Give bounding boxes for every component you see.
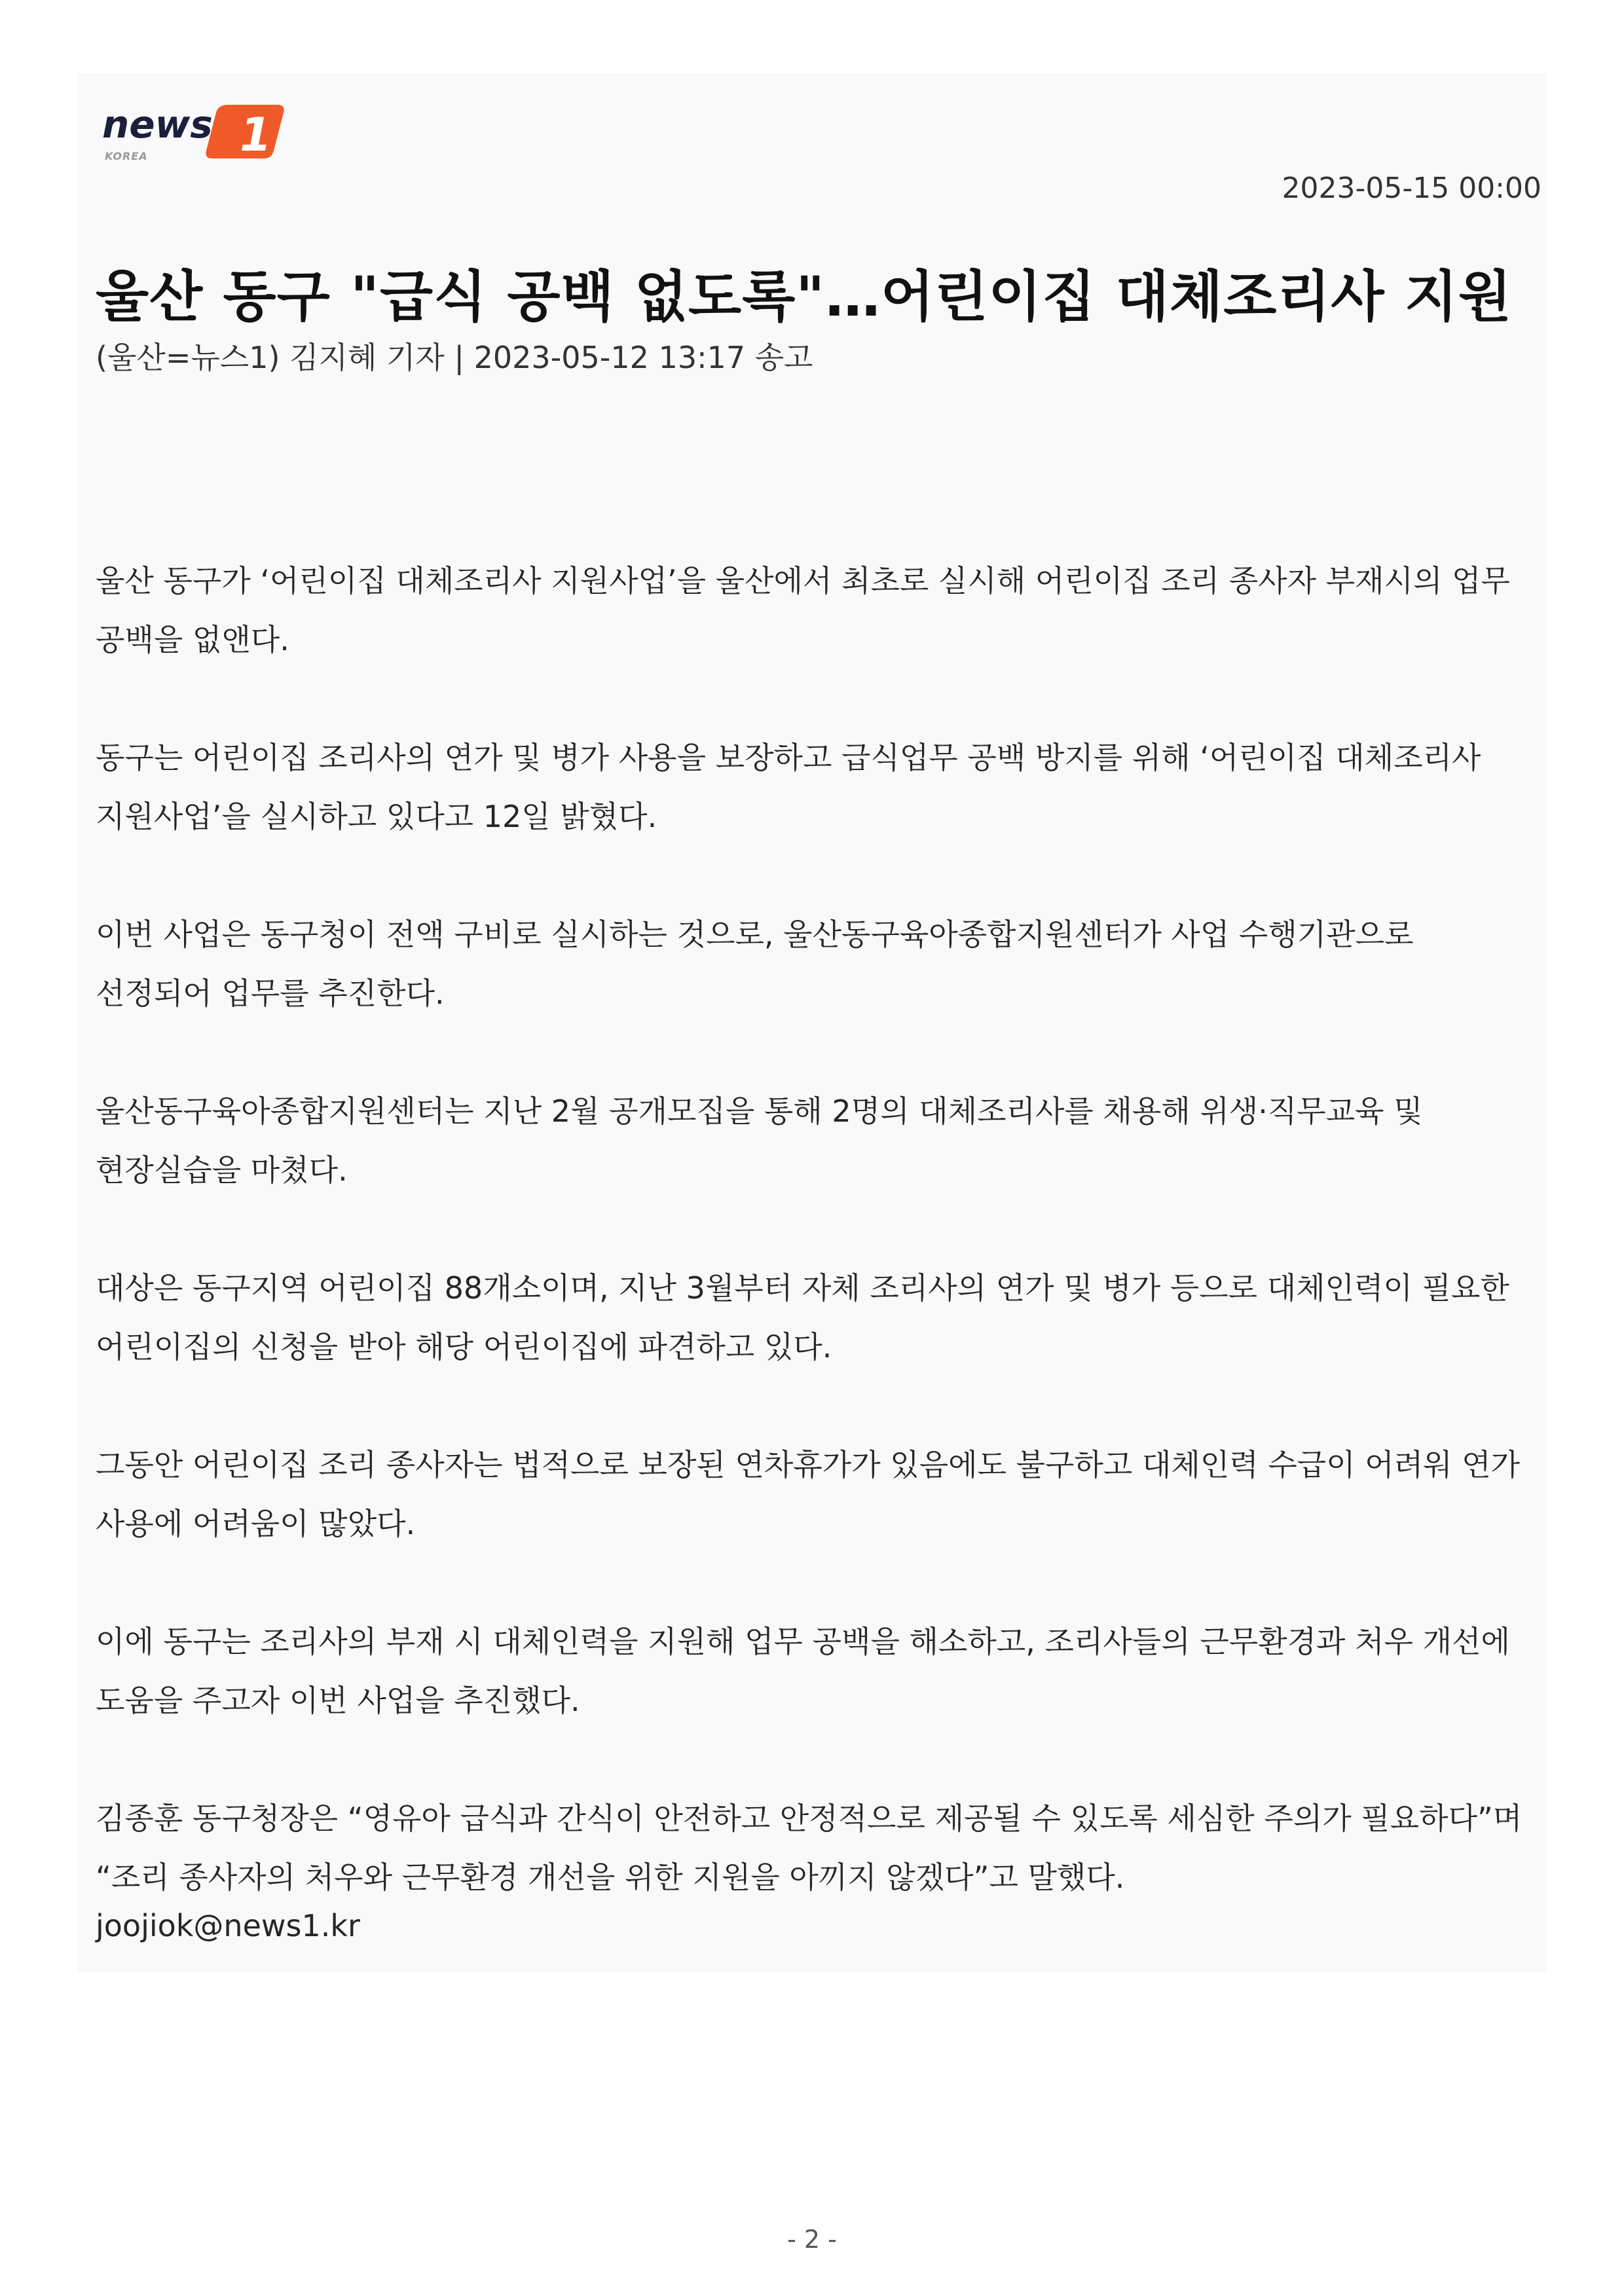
article-paragraph: 김종훈 동구청장은 “영유아 급식과 간식이 안전하고 안정적으로 제공될 수 있도록 세심한 주의가 필요하다”며 “조리 종사자의 처우와 근무환경 개선을 위한 지원을 아끼지 않겠다”고 말했다. [96,1801,1522,1895]
article-body [96,551,1536,1966]
logo-sub: KOREA [105,150,148,162]
article-byline: (울산=뉴스1) 김지혜 기자 | 2023-05-12 13:17 송고 [96,340,813,375]
document-timestamp: 2023-05-15 00:00 [1282,172,1541,205]
article-headline: 울산 동구 "급식 공백 없도록"…어린이집 대체조리사 지원 [96,265,1513,329]
news1-logo-graphic [100,97,289,165]
article-paragraph: 이번 사업은 동구청이 전액 구비로 실시하는 것으로, 울산동구육아종합지원센터가 사업 수행기관으로 선정되어 업무를 추진한다. [96,917,1414,1011]
article-paragraph: 그동안 어린이집 조리 종사자는 법적으로 보장된 연차휴가가 있음에도 불구하고 대체인력 수급이 어려워 연가 사용에 어려움이 많았다. [96,1447,1521,1541]
page-number: - 2 - [787,2225,837,2254]
logo-word: news [102,102,213,147]
article-paragraph: 동구는 어린이집 조리사의 연가 및 병가 사용을 보장하고 급식업무 공백 방지를 위해 ‘어린이집 대체조리사 지원사업’을 실시하고 있다고 12일 밝혔다. [96,740,1481,834]
logo-number: 1 [240,108,272,162]
reporter-email: joojiok@news1.kr [96,1908,360,1943]
article-paragraph: 이에 동구는 조리사의 부재 시 대체인력을 지원해 업무 공백을 해소하고, 조리사들의 근무환경과 처우 개선에 도움을 주고자 이번 사업을 추진했다. [96,1624,1510,1718]
news1-logo [100,97,289,165]
article-paragraph: 대상은 동구지역 어린이집 88개소이며, 지난 3월부터 자체 조리사의 연가 및 병가 등으로 대체인력이 필요한 어린이집의 신청을 받아 해당 어린이집에 파견하고 있다. [96,1270,1509,1365]
article-paragraph: 울산동구육아종합지원센터는 지난 2월 공개모집을 통해 2명의 대체조리사를 채용해 위생·직무교육 및 현장실습을 마쳤다. [96,1093,1423,1188]
article-paragraph: 울산 동구가 ‘어린이집 대체조리사 지원사업’을 울산에서 최초로 실시해 어린이집 조리 종사자 부재시의 업무 공백을 없앤다. [96,563,1510,657]
